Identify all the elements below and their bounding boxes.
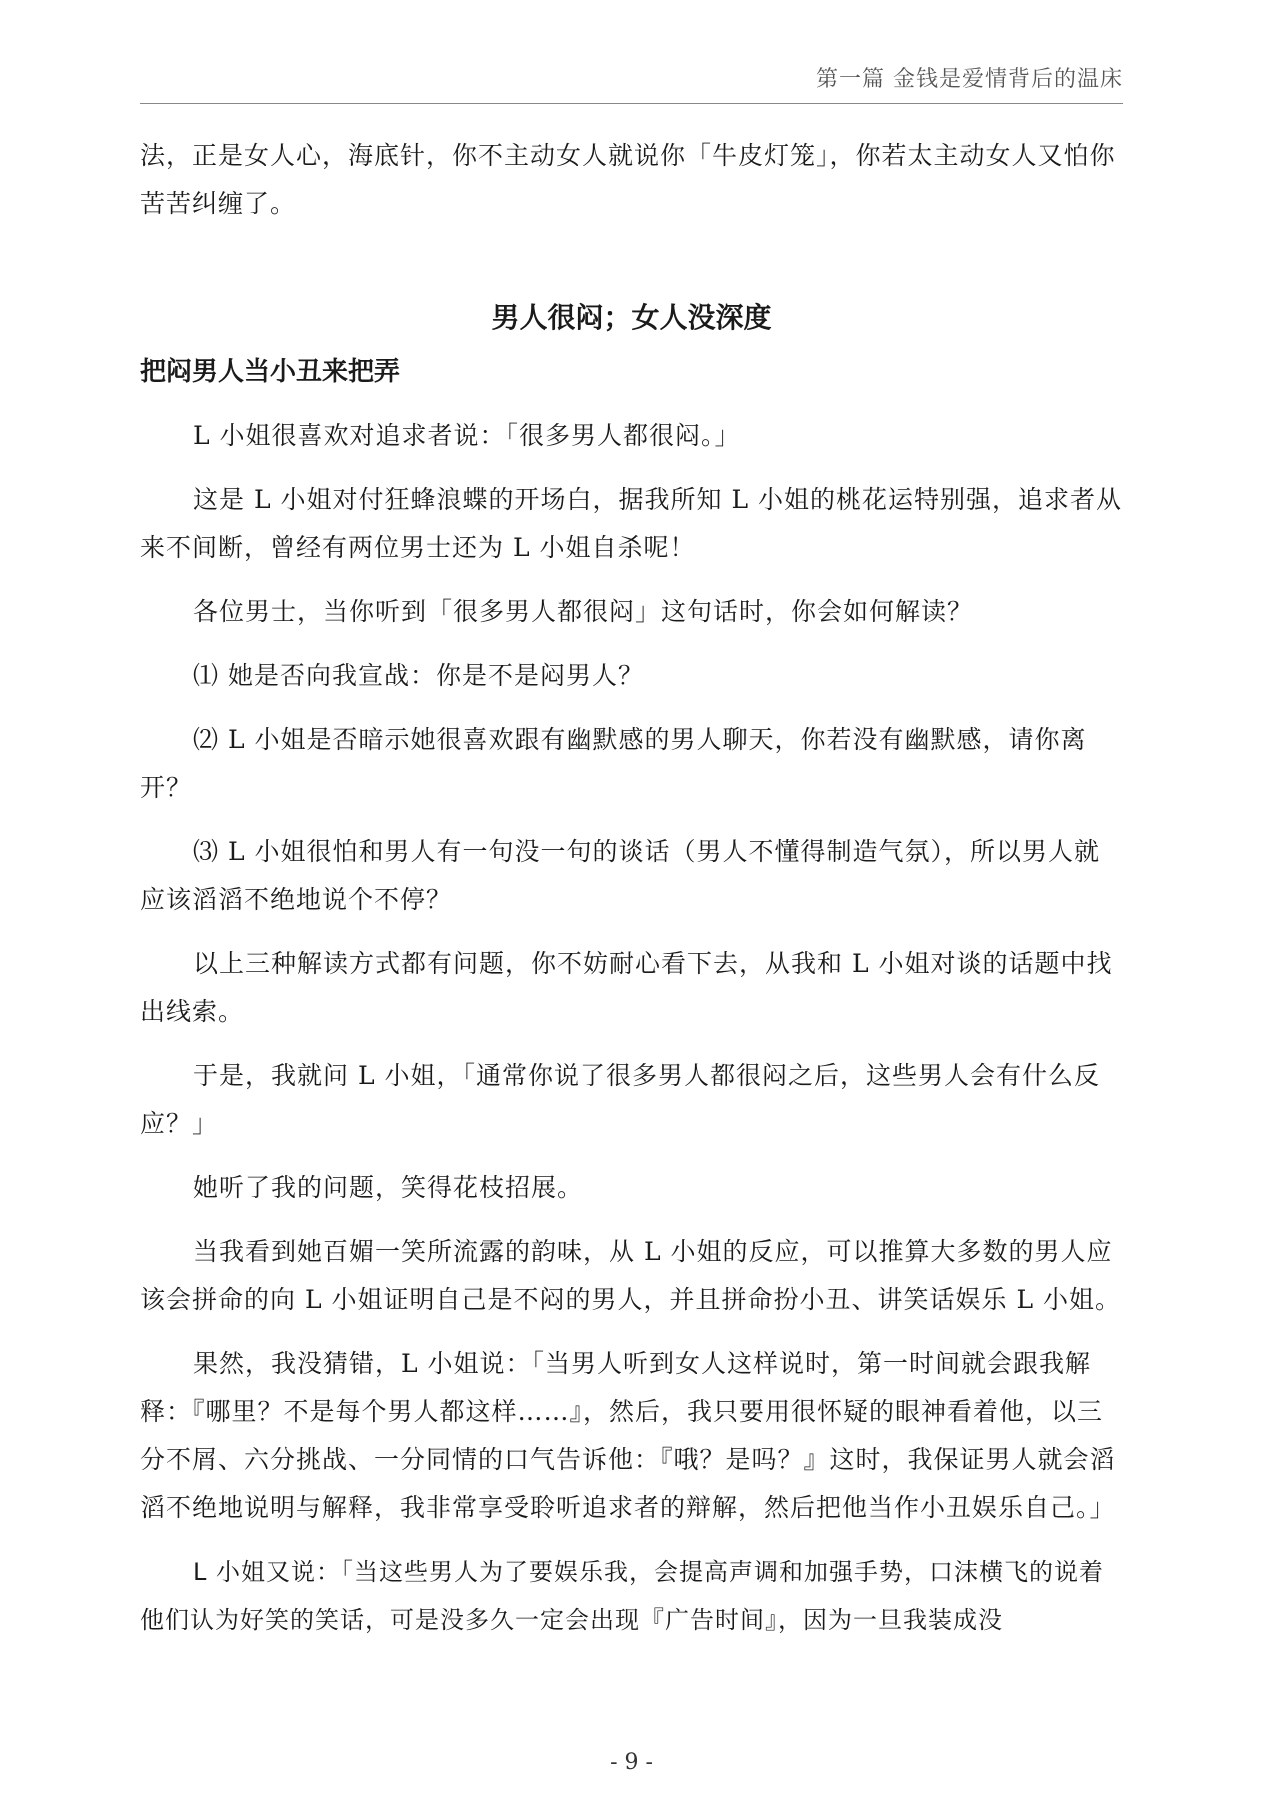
paragraph-continued: 法，正是女人心，海底针，你不主动女人就说你「牛皮灯笼」，你若太主动女人又怕你苦苦纠缠了。	[140, 141, 1116, 218]
paragraph: L 小姐很喜欢对追求者说：「很多男人都很闷。」	[193, 421, 741, 450]
list-item: ⑵ L 小姐是否暗示她很喜欢跟有幽默感的男人聊天，你若没有幽默感，请你离开？	[140, 725, 1087, 802]
page-body	[140, 132, 1123, 1644]
paragraph: 当我看到她百媚一笑所流露的韵味，从 L 小姐的反应，可以推算大多数的男人应该会拼命的向 L 小姐证明自己是不闷的男人，并且拼命扮小丑、讲笑话娱乐 L 小姐。	[140, 1237, 1121, 1314]
paragraph: 于是，我就问 L 小姐，「通常你说了很多男人都很闷之后，这些男人会有什么反应？」	[140, 1061, 1100, 1138]
paragraph-quote: 果然，我没猜错，L 小姐说：「当男人听到女人这样说时，第一时间就会跟我解释：『哪里？不是每个男人都这样……』，然后，我只要用很怀疑的眼神看着他，以三分不屑、六分挑战、一分同情的口气告诉他：『哦？是吗？』这时，我保证男人就会滔滔不绝地说明与解释，我非常享受聆听追求者的辩解，然后把他当作小丑娱乐自己。」	[140, 1349, 1116, 1522]
paragraph: 这是 L 小姐对付狂蜂浪蝶的开场白，据我所知 L 小姐的桃花运特别强，追求者从来不间断，曾经有两位男士还为 L 小姐自杀呢！	[140, 485, 1122, 562]
paragraph: 她听了我的问题，笑得花枝招展。	[193, 1173, 584, 1202]
header-divider	[140, 103, 1123, 104]
subsection-title: 把闷男人当小丑来把弄	[140, 357, 401, 387]
paragraph-quote: L 小姐又说：「当这些男人为了要娱乐我，会提高声调和加强手势，口沫横飞的说着他们认为好笑的笑话，可是没多久一定会出现『广告时间』，因为一旦我装成没	[140, 1558, 1104, 1634]
running-header: 第一篇 金钱是爱情背后的温床	[816, 67, 1123, 92]
paragraph: 各位男士，当你听到「很多男人都很闷」这句话时，你会如何解读？	[193, 597, 974, 626]
list-item: ⑴ 她是否向我宣战：你是不是闷男人？	[193, 661, 644, 690]
page-number: - 9 -	[610, 1750, 653, 1775]
paragraph: 以上三种解读方式都有问题，你不妨耐心看下去，从我和 L 小姐对谈的话题中找出线索。	[140, 949, 1113, 1026]
list-item: ⑶ L 小姐很怕和男人有一句没一句的谈话（男人不懂得制造气氛），所以男人就应该滔滔不绝地说个不停？	[140, 837, 1100, 914]
section-title: 男人很闷；女人没深度	[491, 301, 772, 334]
